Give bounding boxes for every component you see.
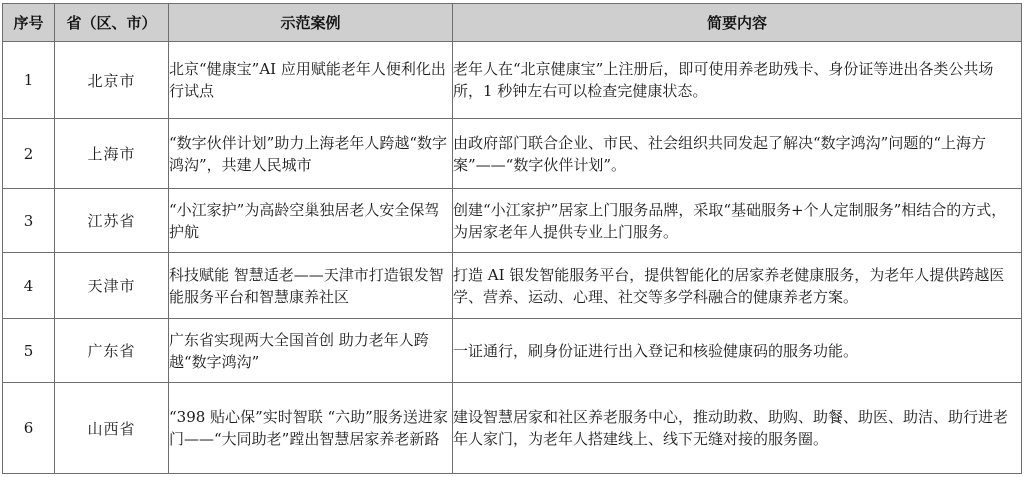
row-case: 北京“健康宝”AI 应用赋能老年人便利化出行试点 xyxy=(169,42,453,119)
row-content: 老年人在“北京健康宝”上注册后，即可使用养老助残卡、身份证等进出各类公共场所，1 秒钟左右可以检查完健康状态。 xyxy=(453,42,1022,119)
row-province: 上海市 xyxy=(55,119,169,189)
row-content: 建设智慧居家和社区养老服务中心，推动助救、助购、助餐、助医、助洁、助行进老年人家门，为老年人搭建线上、线下无缝对接的服务圈。 xyxy=(453,383,1022,474)
row-serial: 3 xyxy=(3,189,55,253)
row-case: “小江家护”为高龄空巢独居老人安全保驾护航 xyxy=(169,189,453,253)
row-province: 北京市 xyxy=(55,42,169,119)
table-row xyxy=(3,42,1022,119)
row-content: 一证通行，刷身份证进行出入登记和核验健康码的服务功能。 xyxy=(453,319,1022,383)
table-row xyxy=(3,383,1022,474)
header-content: 简要内容 xyxy=(453,4,1022,42)
demo-cases-table xyxy=(2,3,1022,474)
header-row xyxy=(3,4,1022,42)
table-row xyxy=(3,189,1022,253)
row-serial: 1 xyxy=(3,42,55,119)
table-row xyxy=(3,119,1022,189)
row-case: 广东省实现两大全国首创 助力老年人跨越“数字鸿沟” xyxy=(169,319,453,383)
header-serial: 序号 xyxy=(3,4,55,42)
row-province: 江苏省 xyxy=(55,189,169,253)
row-serial: 4 xyxy=(3,253,55,319)
row-serial: 6 xyxy=(3,383,55,474)
header-case: 示范案例 xyxy=(169,4,453,42)
row-case: “数字伙伴计划”助力上海老年人跨越“数字鸿沟”，共建人民城市 xyxy=(169,119,453,189)
header-province: 省（区、市） xyxy=(55,4,169,42)
row-content: 由政府部门联合企业、市民、社会组织共同发起了解决“数字鸿沟”问题的“上海方案”——“数字伙伴计划”。 xyxy=(453,119,1022,189)
row-province: 山西省 xyxy=(55,383,169,474)
table-row xyxy=(3,253,1022,319)
row-content: 打造 AI 银发智能服务平台，提供智能化的居家养老健康服务，为老年人提供跨越医学、营养、运动、心理、社交等多学科融合的健康养老方案。 xyxy=(453,253,1022,319)
row-content: 创建“小江家护”居家上门服务品牌，采取“基础服务+个人定制服务”相结合的方式，为居家老年人提供专业上门服务。 xyxy=(453,189,1022,253)
row-province: 天津市 xyxy=(55,253,169,319)
row-serial: 2 xyxy=(3,119,55,189)
row-case: “398 贴心保”实时智联 “六助”服务送进家门——“大同助老”蹚出智慧居家养老新路 xyxy=(169,383,453,474)
table-row xyxy=(3,319,1022,383)
row-province: 广东省 xyxy=(55,319,169,383)
row-case: 科技赋能 智慧适老——天津市打造银发智能服务平台和智慧康养社区 xyxy=(169,253,453,319)
row-serial: 5 xyxy=(3,319,55,383)
